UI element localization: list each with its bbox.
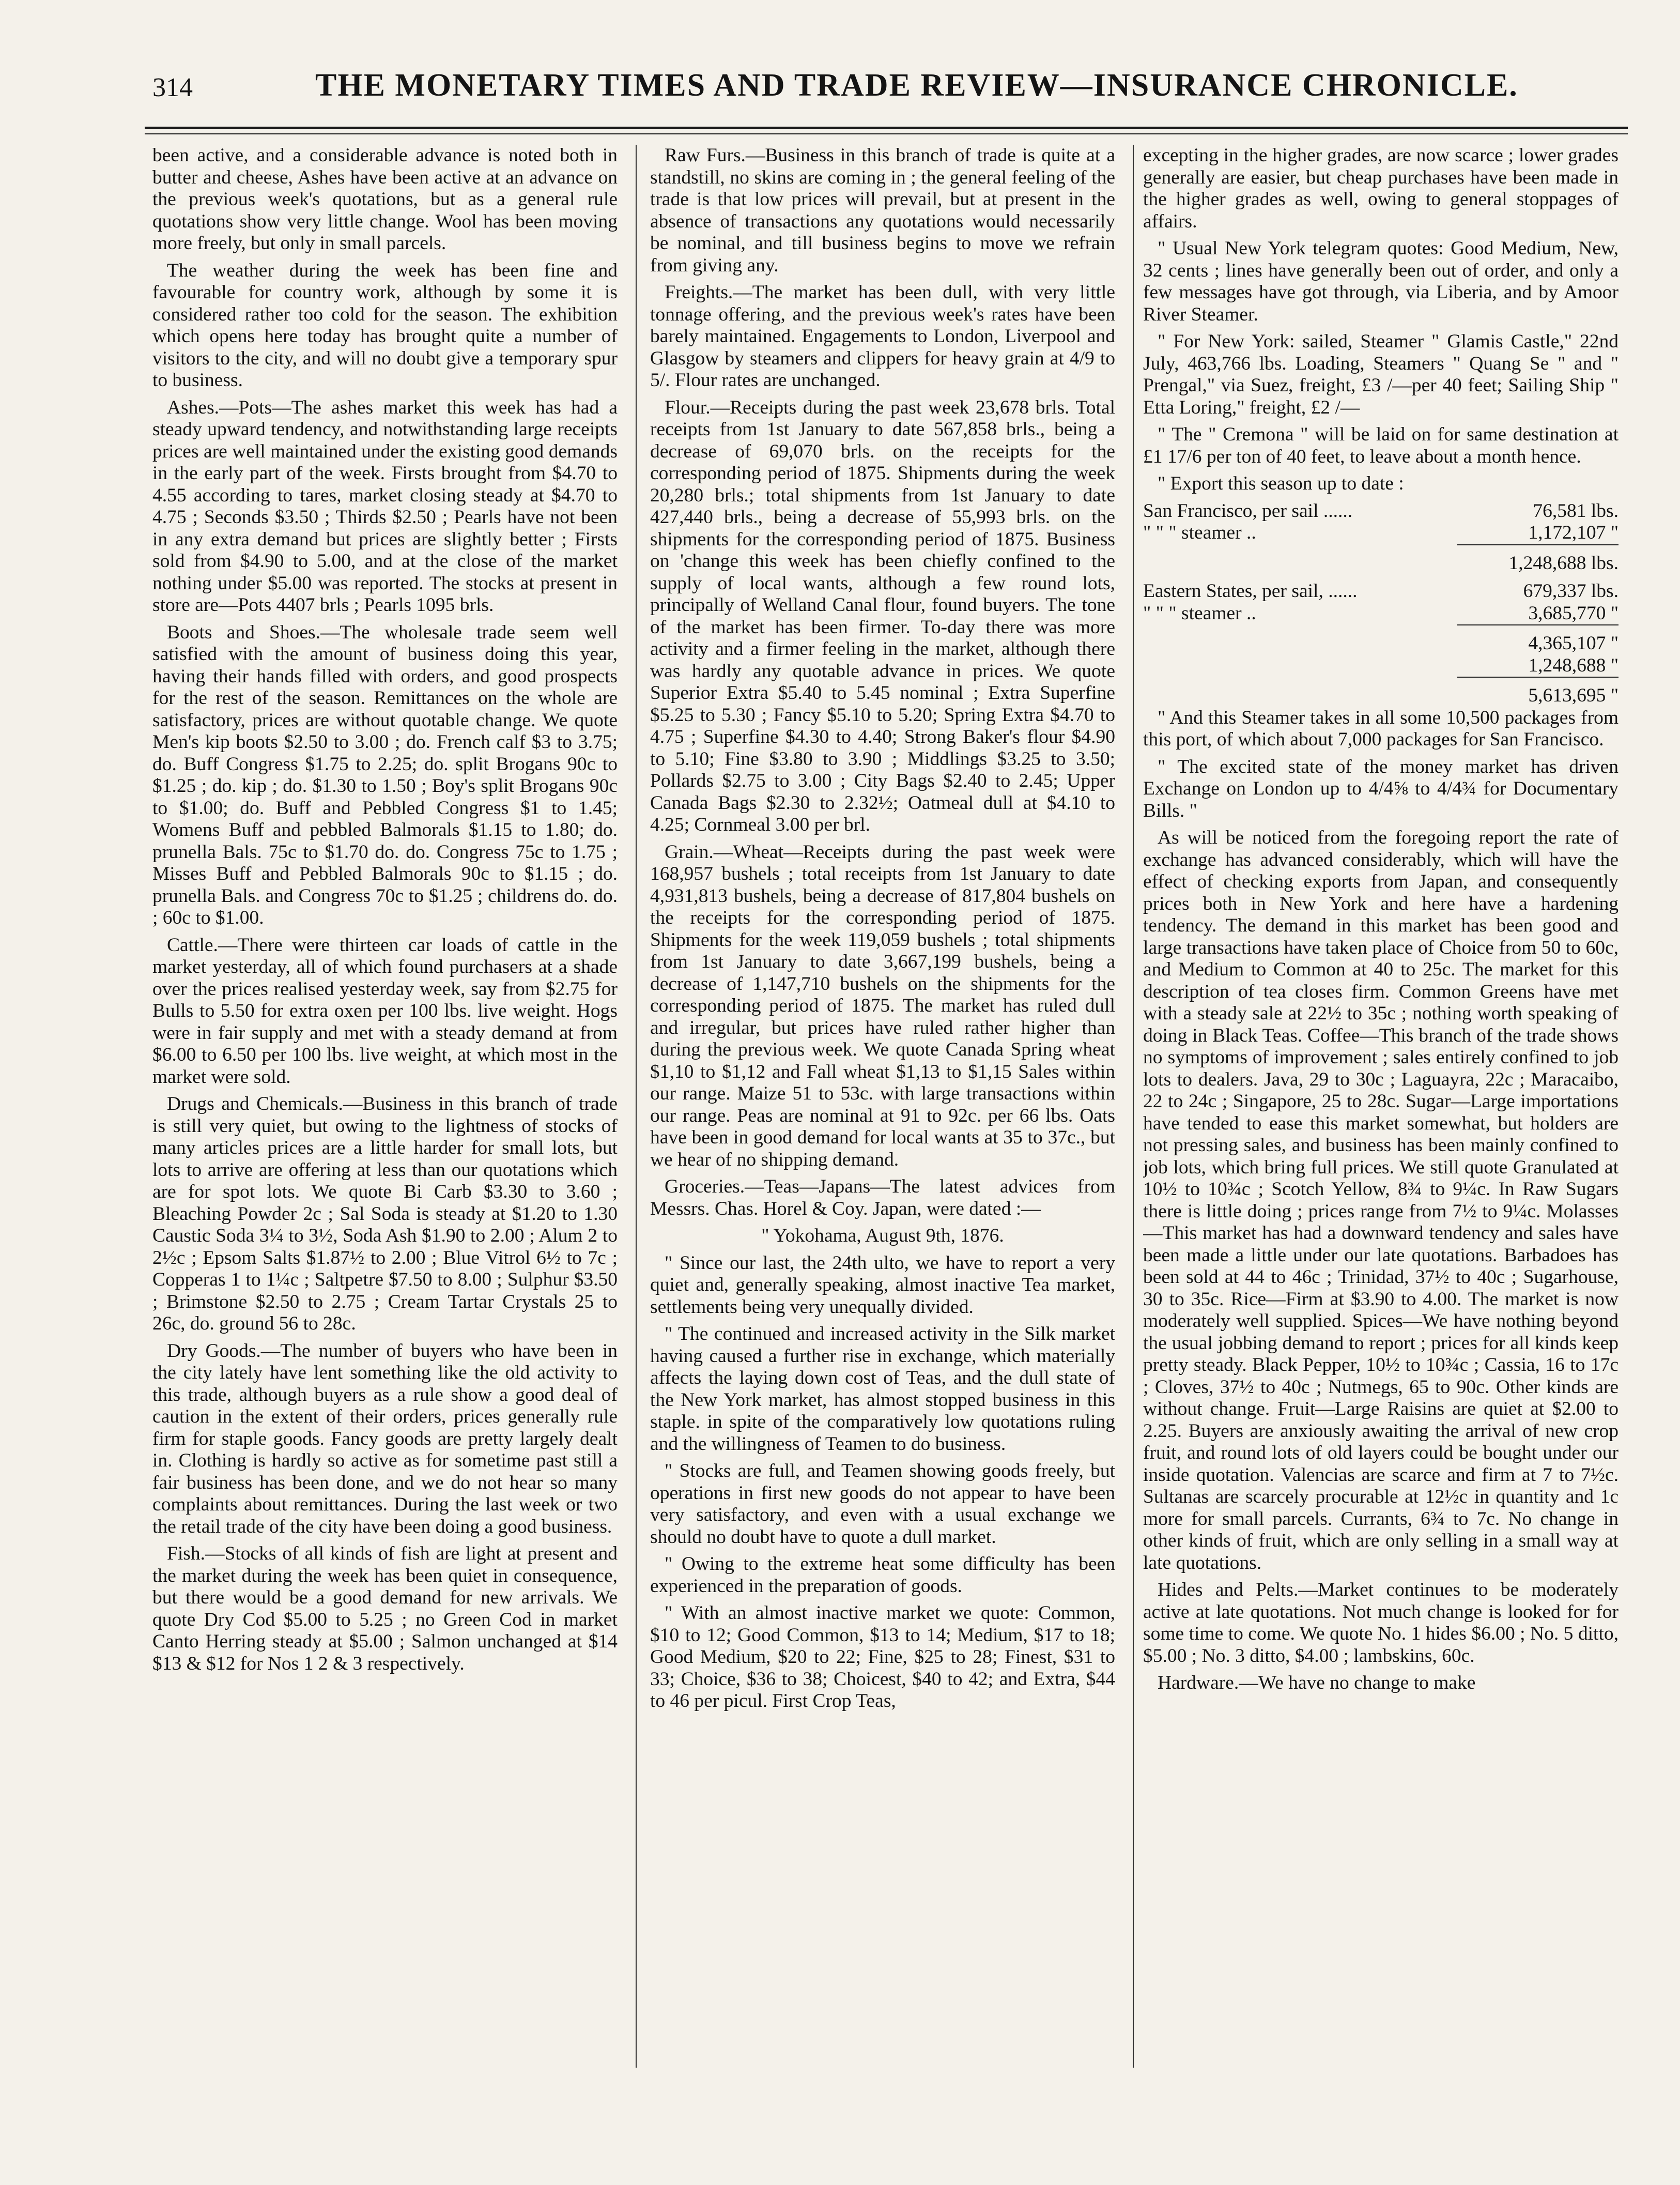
raw-furs-section: Raw Furs.—Business in this branch of trade is quite at a standstill, no skins are coming in ; the general feeling of the trade is that low prices will prevail, but at present in the absence of transactions any quotations would necessarily be nominal, and till business begins to move we refrain from giving any. xyxy=(650,145,1115,276)
quoted-letter-paragraph: " And this Steamer takes in all some 10,500 packages from this port, of which about 7,000 packages for San Francisco. xyxy=(1143,707,1619,750)
dry-goods-section: Dry Goods.—The number of buyers who have been in the city lately have lent something like the old activity to this trade, although buyers as a rule show a good deal of caution in the extent of their orders, prices generally rule firm for staple goods. Fancy goods are pretty largely dealt in. Clothing is hardly so active as for sometime past still a fair business has been done, and we do not hear so many complaints about remittances. During the last week or two the retail trade of the city have been doing a good business. xyxy=(152,1340,618,1537)
table-cell: San Francisco, per sail ...... xyxy=(1143,500,1353,522)
grain-section: Grain.—Wheat—Receipts during the past week were 168,957 bushels ; total receipts from 1st January to date 4,931,813 bushels, being a decrease of 817,804 bushels on the receipts for the corresponding period of 1875. Shipments for the week 119,059 bushels ; total shipments from 1st January to date 3,667,199 bushels, being a decrease of 1,147,710 bushels on the shipments for the corresponding period of 1875. The market has ruled dull and irregular, but prices have ruled rather higher than during the previous week. We quote Canada Spring wheat $1,10 to $1,12 and Fall wheat $1,13 to $1,15 Sales within our range. Maize 51 to 53c. with large transactions within our range. Peas are nominal at 91 to 92c. per 66 lbs. Oats have been in good demand for local wants at 35 to 37c., but we hear of no shipping demand. xyxy=(650,841,1115,1170)
boots-shoes-section: Boots and Shoes.—The wholesale trade seem well satisfied with the amount of business doing this year, having their hands filled with orders, and good prospects for the rest of the season. Remittances on the whole are satisfactory, prices are without quotable change. We quote Men's kip boots $2.50 to 3.00 ; do. French calf $3 to 3.75; do. Buff Congress $1.75 to 2.25; do. split Brogans 90c to $1.25 ; do. kip ; do. $1.30 to 1.50 ; Boy's split Brogans 90c to $1.00; do. Buff and Pebbled Congress $1 to 1.45; Womens Buff and pebbled Balmorals $1.15 to 1.80; do. prunella Bals. 75c to $1.70 do. do. Congress 75c to 1.75 ; Misses Buff and Pebbled Balmorals 90c to $1.15 ; do. prunella Bals. and Congress 70c to $1.25 ; childrens do. do. ; 60c to $1.00. xyxy=(152,621,618,928)
quoted-letter-paragraph: " Export this season up to date : xyxy=(1158,473,1404,494)
cattle-section: Cattle.—There were thirteen car loads of cattle in the market yesterday, all of which found purchasers at a shade over the prices realised yesterday week, say from $2.75 for Bulls to 5.50 for extra oxen per 100 lbs. live weight. Hogs were in fair supply and met with a steady demand at from $6.00 to 6.50 per 100 lbs. live weight, at which most in the market were sold. xyxy=(152,934,618,1088)
table-cell: 1,172,107 " xyxy=(1528,522,1619,543)
quoted-letter-paragraph: " Owing to the extreme heat some difficulty has been experienced in the preparation of goods. xyxy=(650,1553,1115,1597)
subtotal-cell: 1,248,688 " xyxy=(1528,654,1619,676)
hides-pelts-section: Hides and Pelts.—Market continues to be moderately active at late quotations. Not much change is looked for for some time to come. We quote No. 1 hides $6.00 ; No. 5 ditto, $5.00 ; No. 3 ditto, $4.00 ; lambskins, 60c. xyxy=(1143,1579,1619,1667)
hardware-section: Hardware.—We have no change to make xyxy=(1158,1672,1476,1693)
table-row xyxy=(1143,603,1619,625)
column-divider xyxy=(1133,145,1134,2068)
quoted-letter-paragraph: " The excited state of the money market has driven Exchange on London up to 4/4⅝ to 4/4¾ for Documentary Bills. " xyxy=(1143,756,1619,821)
flour-section: Flour.—Receipts during the past week 23,678 brls. Total receipts from 1st January to date 567,858 brls., being a decrease of 69,070 brls. on the receipts for the corresponding period of 1875. Shipments during the week 20,280 brls.; total shipments from 1st January to date 427,440 brls., being a decrease of 55,993 brls. on the shipments for the corresponding period of 1875. Business on 'change this week has been chiefly confined to the supply of local wants, although a few round lots, principally of Welland Canal flour, found buyers. The tone of the market has been firmer. To-day there was more activity and a firmer feeling in the market, although there was hardly any quotable advance in prices. We quote Superior Extra $5.40 to 5.45 nominal ; Extra Superfine $5.25 to 5.30 ; Fancy $5.10 to 5.20; Spring Extra $4.70 to 4.75 ; Superfine $4.30 to 4.40; Strong Baker's flour $4.90 to 5.10; Fine $3.80 to 3.90 ; Middlings $3.25 to 3.50; Pollards $2.75 to 3.00 ; City Bags $2.40 to 2.45; Upper Canada Bags $2.30 to 2.32½; Oatmeal dull at $4.10 to 4.25; Cornmeal 3.00 per brl. xyxy=(650,396,1115,835)
paragraph: As will be noticed from the foregoing report the rate of exchange has advanced considerably, which will have the effect of checking exports from Japan, and consequently prices both in New York and here have a hardening tendency. The demand in this market has been good and large transactions have taken place of Choice from 50 to 60c, and Medium to Common at 40 to 25c. The market for this description of tea closes firm. Common Greens have met with a steady sale at 22½ to 35c ; nothing worth speaking of doing in Black Teas. Coffee—This branch of the trade shows no symptoms of improvement ; sales entirely confined to job lots to dealers. Java, 29 to 30c ; Laguayra, 22c ; Maracaibo, 22 to 24c ; Singapore, 25 to 28c. Sugar—Large importations have tended to ease this market somewhat, but holders are not pressing sales, and business has been mainly confined to job lots, which bring full prices. We still quote Granulated at 10½ to 10¾c ; Scotch Yellow, 8¾ to 9¼c. In Raw Sugars there is little doing ; prices range from 7½ to 9¼c. Molasses—This market has had a downward tendency and sales have been made a little under our late quotations. Barbadoes has been sold at 44 to 46c ; Trinidad, 37½ to 40c ; Sugarhouse, 30 to 35c. Rice—Firm at $3.90 to 4.00. The market is now moderately well supplied. Spices—We have nothing beyond the usual jobbing demand to report ; prices for all kinds keep pretty steady. Black Pepper, 10½ to 10¾c ; Cassia, 16 to 17c ; Cloves, 37½ to 40c ; Nutmegs, 65 to 90c. Other kinds are without change. Fruit—Large Raisins are quiet at $2.00 to 2.25. Buyers are anxiously awaiting the arrival of new crop fruit, and round lots of old layers could be bought under our inside quotation. Valencias are scarce and firm at 7 to 7½c. Sultanas are scarcely procurable at 12½c in quantity and 1c more for small parcels. Currants, 6¾ to 7c. No change in other kinds of fruit, which are only selling in a small way at late quotations. xyxy=(1143,827,1619,1573)
page-number: 314 xyxy=(152,73,193,102)
paragraph: excepting in the higher grades, are now scarce ; lower grades generally are easier, but cheap purchases have been made in the higher grades as well, owing to general stoppages of affairs. xyxy=(1143,145,1619,232)
quoted-letter-paragraph: " The continued and increased activity in the Silk market having caused a further rise in exchange, which materially affects the laying down cost of Teas, and the dull state of the New York market, has almost stopped business in this staple. in spite of the comparatively low quotations ruling and the willingness of Teamen to do business. xyxy=(650,1323,1115,1455)
quoted-letter-paragraph: " With an almost inactive market we quote: Common, $10 to 12; Good Common, $13 to 14; Medium, $17 to 18; Good Medium, $20 to 22; Fine, $25 to 28; Finest, $31 to 33; Choice, $36 to 38; Choicest, $40 to 42; and Extra, $44 to 46 per picul. First Crop Teas, xyxy=(650,1602,1115,1712)
table-row xyxy=(1143,500,1619,523)
groceries-section: Groceries.—Teas—Japans—The latest advices from Messrs. Chas. Horel & Coy. Japan, were dated :— xyxy=(650,1176,1115,1219)
freights-section: Freights.—The market has been dull, with very little tonnage offering, and the previous week's rates have been barely maintained. Engagements to London, Liverpool and Glasgow by steamers and clippers for heavy grain at 4/9 to 5/. Flour rates are unchanged. xyxy=(650,282,1115,391)
column-3 xyxy=(1143,145,1619,2068)
total-cell: 5,613,695 " xyxy=(1457,677,1619,707)
table-cell: Eastern States, per sail, ...... xyxy=(1143,580,1358,602)
journal-title: THE MONETARY TIMES AND TRADE REVIEW—INSURANCE CHRONICLE. xyxy=(315,68,1518,103)
quoted-letter-paragraph: " For New York: sailed, Steamer " Glamis Castle," 22nd July, 463,766 lbs. Loading, Steamers " Quang Se " and " Prengal," via Suez, freight, £3 /—per 40 feet; Sailing Ship " Etta Loring," freight, £2 /— xyxy=(1143,331,1619,418)
header-rule-thin xyxy=(145,133,1628,134)
drugs-chemicals-section: Drugs and Chemicals.—Business in this branch of trade is still very quiet, but owing to the lightness of stocks of many articles prices are a little harder for small lots, but lots to arrive are offering at less than our quotations which are for spot lots. We quote Bi Carb $3.30 to 3.60 ; Bleaching Powder 2c ; Sal Soda is steady at $1.20 to 1.30 Caustic Soda 3¼ to 3½, Soda Ash $1.90 to 2.00 ; Alum 2 to 2½c ; Epsom Salts $1.87½ to 2.00 ; Blue Vitrol 6½ to 7c ; Copperas 1 to 1¼c ; Saltpetre $7.50 to 8.00 ; Sulphur $3.50 ; Brimstone $2.50 to 2.75 ; Cream Tartar Crystals 25 to 26c, do. ground 56 to 28c. xyxy=(152,1093,618,1334)
table-row xyxy=(1143,625,1619,655)
header-rule xyxy=(145,127,1628,129)
quoted-letter-paragraph: " Stocks are full, and Teamen showing goods freely, but operations in first new goods do not appear to have been very satisfactory, and even with a usual exchange we should no doubt have to quote a dull market. xyxy=(650,1460,1115,1548)
column-divider xyxy=(636,145,637,2068)
table-cell: 3,685,770 " xyxy=(1528,602,1619,624)
exports-table xyxy=(1143,500,1619,707)
table-cell: 679,337 lbs. xyxy=(1523,580,1619,602)
subtotal-cell: 4,365,107 " xyxy=(1457,625,1619,655)
subtotal-cell: 1,248,688 lbs. xyxy=(1457,545,1619,575)
quoted-letter-paragraph: " Since our last, the 24th ulto, we have to report a very quiet and, generally speaking, almost inactive Tea market, settlements being very unequally divided. xyxy=(650,1252,1115,1318)
quoted-letter-paragraph: " Usual New York telegram quotes: Good Medium, New, 32 cents ; lines have generally been out of order, and only a few messages have got through, via Liberia, and by Amoor River Steamer. xyxy=(1143,238,1619,325)
table-cell: " " " steamer .. xyxy=(1143,602,1256,624)
column-2 xyxy=(650,145,1115,2068)
paragraph: been active, and a considerable advance is noted both in butter and cheese, Ashes have been active at an advance on the previous week's quotations, but as a general rule quotations show very little change. Wool has been moving more freely, but only in small parcels. xyxy=(152,145,618,254)
table-row xyxy=(1143,677,1619,707)
table-cell: " " " steamer .. xyxy=(1143,522,1256,543)
dateline: " Yokohama, August 9th, 1876. xyxy=(761,1225,1004,1246)
table-cell: 76,581 lbs. xyxy=(1533,500,1619,522)
table-row xyxy=(1143,574,1619,603)
paragraph: The weather during the week has been fine and favourable for country work, although by some it is considered rather too cold for the season. The exhibition which opens here today has brought quite a number of visitors to the city, and will no doubt give a temporary spur to business. xyxy=(152,259,618,391)
fish-section: Fish.—Stocks of all kinds of fish are light at present and the market during the week has been quiet in consequence, but there would be a good demand for new arrivals. We quote Dry Cod $5.00 to 5.25 ; no Green Cod in market Canto Herring steady at $5.00 ; Salmon unchanged at $14 $13 & $12 for Nos 1 2 & 3 respectively. xyxy=(152,1543,618,1674)
table-row xyxy=(1143,655,1619,678)
table-row xyxy=(1143,545,1619,575)
page-header xyxy=(145,62,1628,124)
table-row xyxy=(1143,522,1619,545)
column-1 xyxy=(152,145,618,2068)
ashes-section: Ashes.—Pots—The ashes market this week has had a steady upward tendency, and notwithstanding large receipts prices are well maintained under the existing good demands in the early part of the week. Firsts brought from $4.70 to 4.55 according to tares, market closing steady at $4.70 to 4.75 ; Seconds $3.50 ; Thirds $2.50 ; Pearls have not been in any extra demand but prices are slightly better ; Firsts sold from $4.90 to 5.00, and at the close of the market nothing under $5.00 was reported. The stocks at present in store are—Pots 4407 brls ; Pearls 1095 brls. xyxy=(152,396,618,616)
quoted-letter-paragraph: " The " Cremona " will be laid on for same destination at £1 17/6 per ton of 40 feet, to leave about a month hence. xyxy=(1143,424,1619,467)
